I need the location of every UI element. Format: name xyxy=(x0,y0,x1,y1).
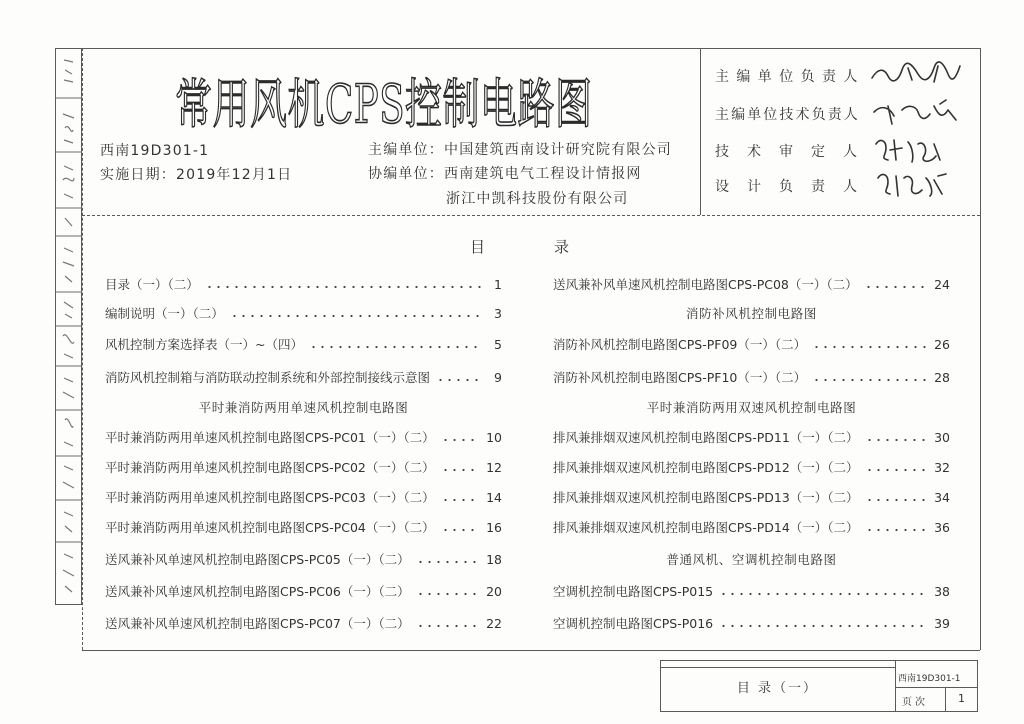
toc-section-heading: 平时兼消防两用双速风机控制电路图 xyxy=(646,400,857,415)
toc-entry-page: 14 xyxy=(486,490,502,505)
toc-heading-char: 录 xyxy=(554,238,570,256)
dot-leader xyxy=(441,468,480,472)
frame-left-line xyxy=(82,48,83,650)
toc-entry-page: 16 xyxy=(486,520,502,535)
signature xyxy=(878,174,946,196)
dot-leader xyxy=(230,314,482,318)
toc-entry xyxy=(105,583,502,601)
toc-entry xyxy=(105,305,502,323)
toc-entry-title: 平时兼消防两用单速风机控制电路图CPS-PC03（一）（二） xyxy=(105,490,435,505)
toc-entry-title: 排风兼排烟双速风机控制电路图CPS-PD11（一）（二） xyxy=(553,430,859,445)
toc-entry-page: 34 xyxy=(934,490,950,505)
toc-entry-title: 平时兼消防两用单速风机控制电路图CPS-PC02（一）（二） xyxy=(105,460,435,475)
toc-entry-page: 28 xyxy=(934,370,950,385)
toc-entry xyxy=(553,583,950,601)
dot-leader xyxy=(436,378,482,382)
toc-entry xyxy=(553,459,950,477)
responsible-role: 主编单位技术负责人 xyxy=(715,107,860,123)
toc-entry-page: 22 xyxy=(486,616,502,631)
binding-strip-marks xyxy=(55,48,82,605)
title-block-page-number: 1 xyxy=(958,692,965,705)
dot-leader xyxy=(441,498,480,502)
signature xyxy=(876,140,940,162)
title-block-divider xyxy=(895,660,896,712)
frame-right-line xyxy=(980,48,981,650)
dot-leader xyxy=(865,498,929,502)
dot-leader xyxy=(416,592,480,596)
co-unit-value-1: 西南建筑电气工程设计情报网 xyxy=(444,166,642,182)
toc-entry-title: 排风兼排烟双速风机控制电路图CPS-PD13（一）（二） xyxy=(553,490,859,505)
toc-entry xyxy=(105,429,502,447)
toc-entry-page: 24 xyxy=(934,277,950,292)
dot-leader xyxy=(812,378,928,382)
dot-leader xyxy=(812,345,928,349)
responsible-role: 设计负责人 xyxy=(715,179,875,195)
toc-entry-title: 消防补风机控制电路图CPS-PF10（一）（二） xyxy=(553,370,807,385)
title-block-inner-line xyxy=(660,667,895,668)
toc-entry-title: 送风兼补风单速风机控制电路图CPS-PC07（一）（二） xyxy=(105,616,410,631)
toc-entry xyxy=(105,615,502,633)
toc-entry-title: 空调机控制电路图CPS-P016 xyxy=(553,616,714,631)
toc-entry-title: 排风兼排烟双速风机控制电路图CPS-PD12（一）（二） xyxy=(553,460,859,475)
toc-entry xyxy=(553,519,950,537)
toc-entry-title: 消防补风机控制电路图CPS-PF09（一）（二） xyxy=(553,337,807,352)
dot-leader xyxy=(416,624,480,628)
dot-leader xyxy=(864,285,928,289)
title-block-row-divider xyxy=(895,687,978,688)
chief-unit-label: 主编单位： xyxy=(368,142,444,158)
toc-entry-title: 消防风机控制箱与消防联动控制系统和外部控制接线示意图 xyxy=(105,370,431,385)
dot-leader xyxy=(865,468,929,472)
co-editing-unit xyxy=(368,163,642,183)
dot-leader xyxy=(441,438,480,442)
chief-unit-value: 中国建筑西南设计研究院有限公司 xyxy=(444,142,672,158)
toc-entry-title: 平时兼消防两用单速风机控制电路图CPS-PC01（一）（二） xyxy=(105,430,435,445)
toc-entry xyxy=(553,336,950,354)
toc-entry xyxy=(553,369,950,387)
dot-leader xyxy=(309,345,482,349)
toc-entry-title: 送风兼补风单速风机控制电路图CPS-PC08（一）（二） xyxy=(553,277,858,292)
toc-entry-page: 20 xyxy=(486,584,502,599)
toc-entry xyxy=(105,519,502,537)
toc-section-heading: 消防补风机控制电路图 xyxy=(685,306,817,321)
title-block-sheet-name: 目 录（一） xyxy=(736,681,819,696)
responsible-role: 主编单位负责人 xyxy=(715,69,865,85)
atlas-number: 西南19D301-1 xyxy=(100,143,210,159)
title-block-page-divider xyxy=(945,687,946,712)
signature xyxy=(872,62,960,81)
toc-entry xyxy=(553,615,950,633)
toc-entry xyxy=(105,276,502,294)
dot-leader xyxy=(865,528,929,532)
header-divider xyxy=(82,215,980,216)
toc-section-heading: 平时兼消防两用单速风机控制电路图 xyxy=(198,400,409,415)
toc-entry-page: 12 xyxy=(486,460,502,475)
toc-entry-page: 18 xyxy=(486,552,502,567)
frame-bottom-line xyxy=(82,650,980,651)
toc-entry xyxy=(553,429,950,447)
toc-entry-title: 平时兼消防两用单速风机控制电路图CPS-PC04（一）（二） xyxy=(105,520,435,535)
toc-entry-title: 送风兼补风单速风机控制电路图CPS-PC05（一）（二） xyxy=(105,552,410,567)
toc-entry xyxy=(553,276,950,294)
co-unit-label: 协编单位： xyxy=(368,166,444,182)
toc-entry-title: 风机控制方案选择表（一）~（四） xyxy=(105,337,303,352)
toc-entry-page: 1 xyxy=(494,277,502,292)
title-block-atlas-number: 西南19D301-1 xyxy=(898,674,961,684)
dot-leader xyxy=(416,560,480,564)
toc-entry-page: 39 xyxy=(934,616,950,631)
toc-entry-page: 3 xyxy=(494,306,502,321)
dot-leader xyxy=(719,624,928,628)
dot-leader xyxy=(205,285,482,289)
toc-entry xyxy=(553,489,950,507)
dot-leader xyxy=(719,592,928,596)
toc-heading-char: 目 xyxy=(470,238,486,256)
toc-entry-page: 32 xyxy=(934,460,950,475)
toc-entry-page: 30 xyxy=(934,430,950,445)
toc-entry xyxy=(105,489,502,507)
responsible-role: 技术审定人 xyxy=(715,144,875,160)
document-title: 常用风机CPS控制电路图 xyxy=(175,73,593,136)
signature xyxy=(874,100,956,124)
signatures xyxy=(868,60,968,205)
toc-entry xyxy=(105,459,502,477)
implementation-date xyxy=(100,164,292,184)
toc-entry-title: 送风兼补风单速风机控制电路图CPS-PC06（一）（二） xyxy=(105,584,410,599)
toc-entry xyxy=(105,369,502,387)
frame-top-line xyxy=(55,48,980,49)
toc-entry-page: 36 xyxy=(934,520,950,535)
co-unit-value-2: 浙江中凯科技股份有限公司 xyxy=(446,191,629,207)
toc-entry-page: 9 xyxy=(494,370,502,385)
toc-section-heading: 普通风机、空调机控制电路图 xyxy=(666,552,837,567)
title-block-page-label: 页次 xyxy=(902,697,928,708)
header-vertical-divider xyxy=(700,48,701,215)
toc-entry xyxy=(105,336,502,354)
toc-entry xyxy=(105,551,502,569)
implementation-date-label: 实施日期： xyxy=(100,167,176,183)
toc-entry-page: 10 xyxy=(486,430,502,445)
dot-leader xyxy=(441,528,480,532)
toc-entry-page: 5 xyxy=(494,337,502,352)
dot-leader xyxy=(865,438,929,442)
toc-entry-title: 排风兼排烟双速风机控制电路图CPS-PD14（一）（二） xyxy=(553,520,859,535)
chief-editing-unit xyxy=(368,139,672,159)
implementation-date-value: 2019年12月1日 xyxy=(176,167,293,183)
toc-entry-page: 38 xyxy=(934,584,950,599)
toc-entry-title: 编制说明（一）（二） xyxy=(105,306,224,321)
toc-entry-title: 目录（一）（二） xyxy=(105,277,199,292)
toc-entry-page: 26 xyxy=(934,337,950,352)
toc-entry-title: 空调机控制电路图CPS-P015 xyxy=(553,584,714,599)
